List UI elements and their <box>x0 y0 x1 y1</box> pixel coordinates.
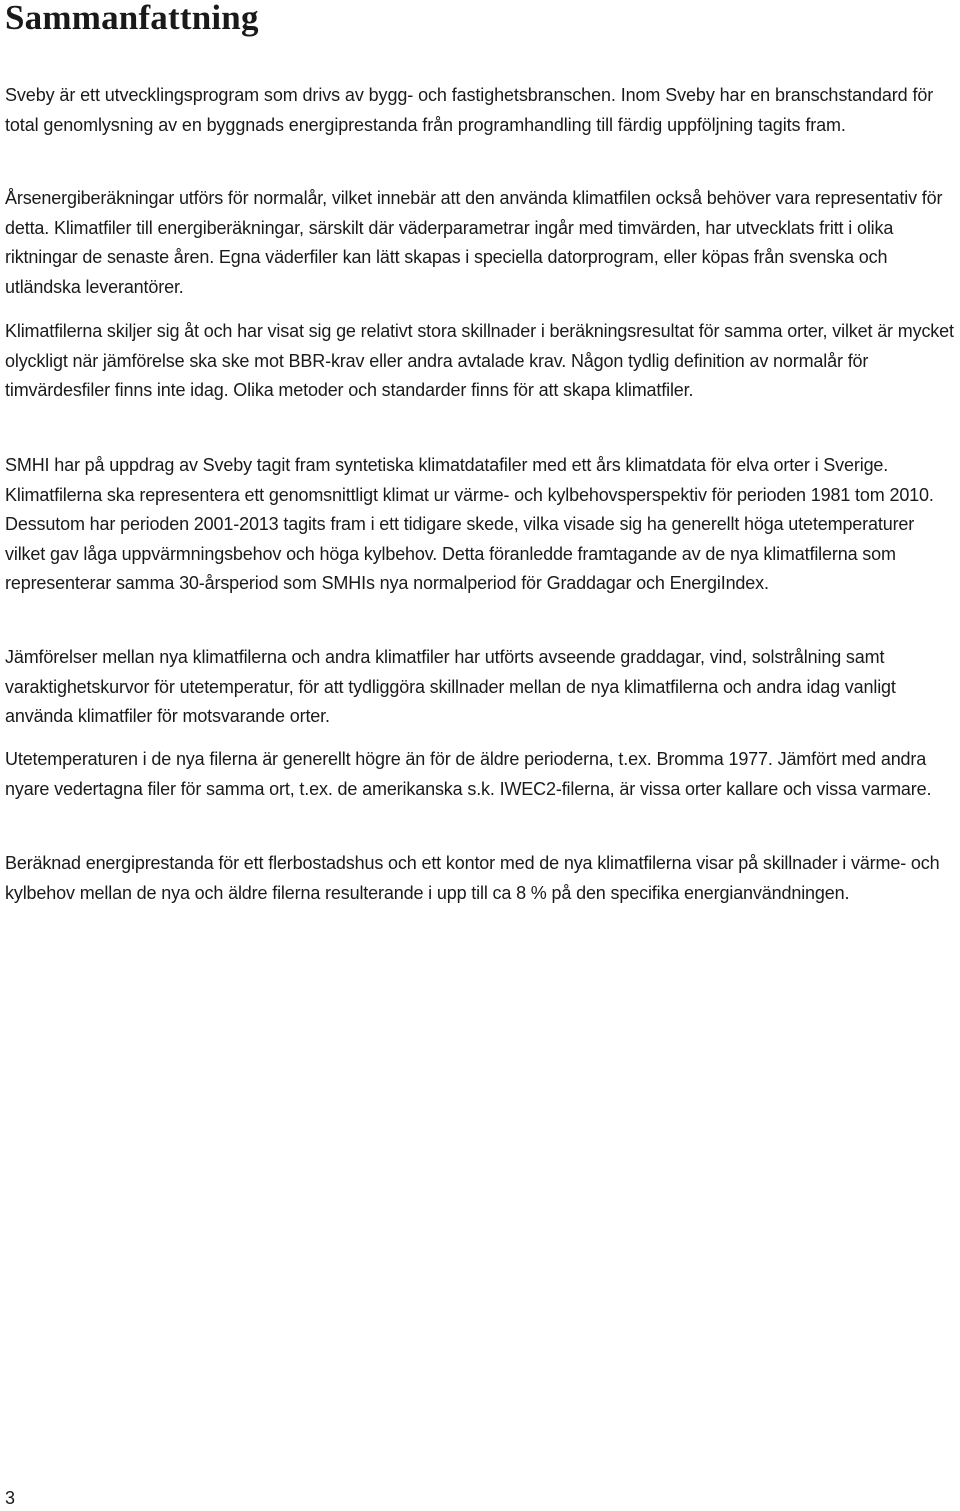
paragraph-temperature: Utetemperaturen i de nya filerna är generellt högre än för de äldre perioderna, t.ex. Bromma 1977. Jämfört med andra nyare vedertagna filer för samma ort, t.ex. de amerikanska s.k. IWEC2-filerna, är vissa orter kallare och vissa varmare. <box>5 749 932 799</box>
paragraph-normal-year: Årsenergiberäkningar utförs för normalår, vilket innebär att den använda klimatfilen också behöver vara representativ för detta. Klimatfiler till energiberäkningar, särskilt där väderparametrar ingår med timvärden, har utvecklats fritt i olika riktningar de senaste åren. Egna väderfiler kan lätt skapas i speciella datorprogram, eller köpas från svenska och utländska leverantörer. <box>5 188 943 297</box>
page-title: Sammanfattning <box>5 0 259 37</box>
paragraph-smhi: SMHI har på uppdrag av Sveby tagit fram syntetiska klimatdatafiler med ett års klimatdata för elva orter i Sverige. Klimatfilerna ska representera ett genomsnittligt klimat ur värme- och kylbehovsperspektiv för perioden 1981 tom 2010. Dessutom har perioden 2001-2013 tagits fram i ett tidigare skede, vilka visade sig ha generellt höga utetemperaturer vilket gav låga uppvärmningsbehov och höga kylbehov. Detta föranledde framtagande av de nya klimatfilerna som representerar samma 30-årsperiod som SMHIs nya normalperiod för Graddagar och EnergiIndex. <box>5 455 934 594</box>
document-page <box>5 0 955 903</box>
paragraph-climate-differences: Klimatfilerna skiljer sig åt och har visat sig ge relativt stora skillnader i beräkningsresultat för samma orter, vilket är mycket olyckligt när jämförelse ska ske mot BBR-krav eller andra avtalade krav. Någon tydlig definition av normalår för timvärdesfiler finns inte idag. Olika metoder och standarder finns för att skapa klimatfiler. <box>5 321 954 401</box>
page-number: 3 <box>5 1488 16 1508</box>
paragraph-intro: Sveby är ett utvecklingsprogram som drivs av bygg- och fastighetsbranschen. Inom Sveby har en branschstandard för total genomlysning av en byggnads energiprestanda från programhandling till färdig uppföljning tagits fram. <box>5 85 934 135</box>
paragraph-comparisons: Jämförelser mellan nya klimatfilerna och andra klimatfiler har utförts avseende graddagar, vind, solstrålning samt varaktighetskurvor för utetemperatur, för att tydliggöra skillnader mellan de nya klimatfilerna och andra idag vanligt använda klimatfiler för motsvarande orter. <box>5 647 896 727</box>
paragraph-energy-performance: Beräknad energiprestanda för ett flerbostadshus och ett kontor med de nya klimatfilerna visar på skillnader i värme- och kylbehov mellan de nya och äldre filerna resulterande i upp till ca 8 % på den specifika energianvändningen. <box>5 853 940 903</box>
